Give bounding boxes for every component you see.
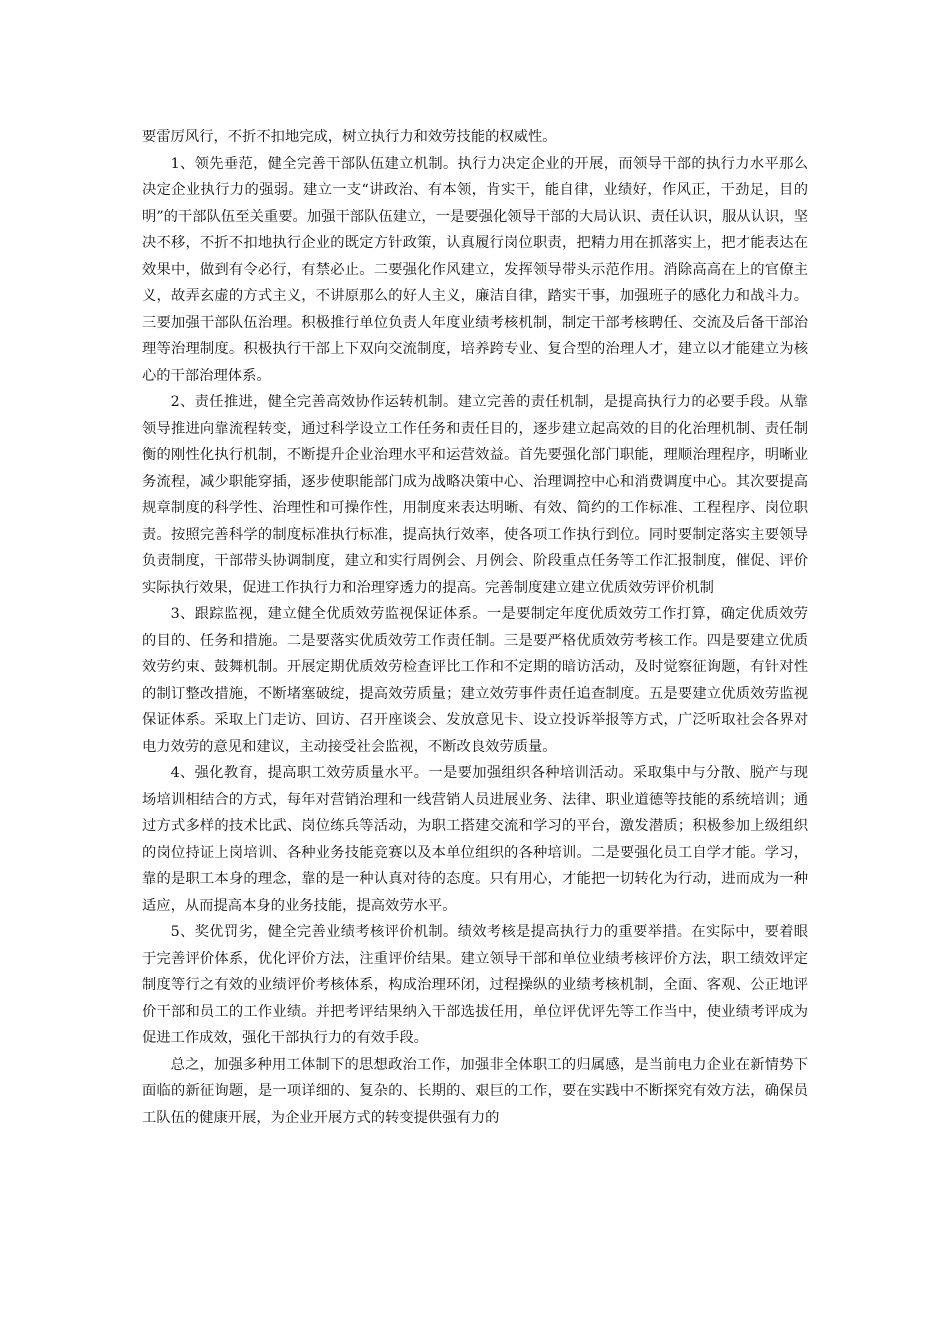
paragraph-item-5: 5、奖优罚劣，健全完善业绩考核评价机制。绩效考核是提高执行力的重要举措。在实际中，要着眼于完善评价体系，优化评价方法，注重评价结果。建立领导干部和单位业绩考核评价方法，职工绩效评定制度等行之有效的业绩评价考核体系，构成治理环闭，过程操纵的业绩考核机制，全面、客观、公正地评价干部和员工的工作业绩。并把考评结果纳入干部选拔任用，单位评优评先等工作当中，使业绩考评成为促进工作成效，强化干部执行力的有效手段。	[142, 924, 808, 1046]
paragraph-conclusion: 总之，加强多种用工体制下的思想政治工作，加强非全体职工的归属感，是当前电力企业在新情势下面临的新征询题，是一项详细的、复杂的、长期的、艰巨的工作，要在实践中不断探究有效方法，确保员工队伍的健康开展，为企业开展方式的转变提供强有力的	[142, 1056, 808, 1126]
document-body	[142, 124, 808, 1131]
paragraph-item-2: 2、责任推进，健全完善高效协作运转机制。建立完善的责任机制，是提高执行力的必要手段。从靠领导推进向靠流程转变，通过科学设立工作任务和责任目的，逐步建立起高效的目的化治理机制、责任制衡的刚性化执行机制，不断提升企业治理水平和运营效益。首先要强化部门职能，理顺治理程序，明晰业务流程，减少职能穿插，逐步使职能部门成为战略决策中心、治理调控中心和消费调度中心。其次要提高规章制度的科学性、治理性和可操作性，用制度来表达明晰、有效、简约的工作标准、工程程序、岗位职责。按照完善科学的制度标准执行标准，提高执行效率，使各项工作执行到位。同时要制定落实主要领导负责制度，干部带头协调制度，建立和实行周例会、月例会、阶段重点任务等工作汇报制度，催促、评价实际执行效果，促进工作执行力和治理穿透力的提高。完善制度建立建立优质效劳评价机制	[142, 394, 808, 596]
paragraph-item-1: 1、领先垂范，健全完善干部队伍建立机制。执行力决定企业的开展，而领导干部的执行力水平那么决定企业执行力的强弱。建立一支“讲政治、有本领，肯实干，能自律，业绩好，作风正，干劲足，目的明”的干部队伍至关重要。加强干部队伍建立，一是要强化领导干部的大局认识、责任认识，服从认识，坚决不移，不折不扣地执行企业的既定方针政策，认真履行岗位职责，把精力用在抓落实上，把才能表达在效果中，做到有令必行，有禁必止。二要强化作风建立，发挥领导带头示范作用。消除高高在上的官僚主义，故弄玄虚的方式主义，不讲原那么的好人主义，廉洁自律，踏实干事，加强班子的感化力和战斗力。三要加强干部队伍治理。积极推行单位负责人年度业绩考核机制，制定干部考核聘任、交流及后备干部治理等治理制度。积极执行干部上下双向交流制度，培养跨专业、复合型的治理人才，建立以才能建立为核心的干部治理体系。	[142, 155, 808, 384]
paragraph-item-4: 4、强化教育，提高职工效劳质量水平。一是要加强组织各种培训活动。采取集中与分散、脱产与现场培训相结合的方式，每年对营销治理和一线营销人员进展业务、法律、职业道德等技能的系统培训；通过方式多样的技术比武、岗位练兵等活动，为职工搭建交流和学习的平台，激发潜质；积极参加上级组织的岗位持证上岗培训、各种业务技能竞赛以及本单位组织的各种培训。二是要强化员工自学才能。学习，靠的是职工本身的理念，靠的是一种认真对待的态度。只有用心，才能把一切转化为行动，进而成为一种适应，从而提高本身的业务技能，提高效劳水平。	[142, 765, 808, 914]
paragraph-continuation: 要雷厉风行，不折不扣地完成，树立执行力和效劳技能的权威性。	[142, 129, 557, 145]
paragraph-item-3: 3、跟踪监视，建立健全优质效劳监视保证体系。一是要制定年度优质效劳工作打算，确定优质效劳的目的、任务和措施。二是要落实优质效劳工作责任制。三是要严格优质效劳考核工作。四是要建立优质效劳约束、鼓舞机制。开展定期优质效劳检查评比工作和不定期的暗访活动，及时觉察征询题，有针对性的制订整改措施，不断堵塞破绽，提高效劳质量；建立效劳事件责任追查制度。五是要建立优质效劳监视保证体系。采取上门走访、回访、召开座谈会、发放意见卡、设立投诉举报等方式，广泛听取社会各界对电力效劳的意见和建议，主动接受社会监视，不断改良效劳质量。	[142, 606, 808, 755]
